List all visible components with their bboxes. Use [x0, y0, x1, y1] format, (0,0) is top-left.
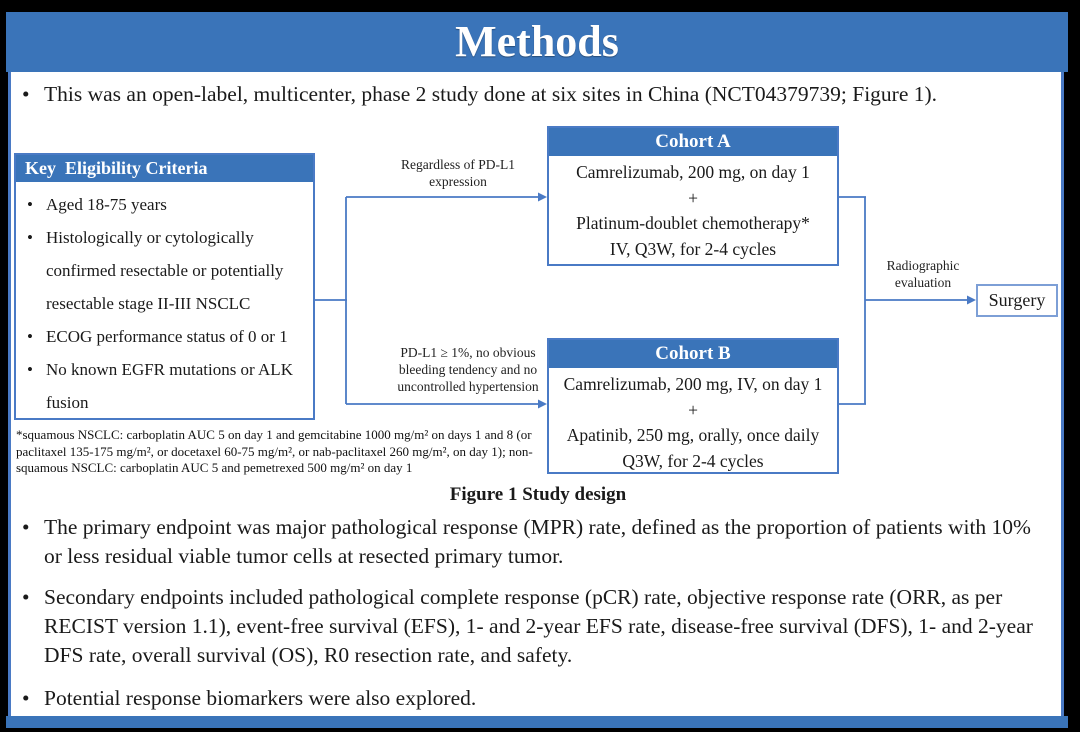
- cohort-b-line: +: [688, 399, 698, 420]
- primary-endpoint-bullet: • The primary endpoint was major pathological response (MPR) rate, defined as the proportion of patients with 10% or less residual viable tumor cells at resected primary tumor.: [20, 513, 1036, 571]
- page-title: Methods: [455, 17, 619, 66]
- cohort-a-body: [549, 156, 837, 262]
- cohort-a-line: +: [688, 187, 698, 208]
- eligibility-item: • No known EGFR mutations or ALK fusion: [24, 353, 309, 419]
- secondary-endpoints-bullet: • Secondary endpoints included pathological complete response (pCR) rate, objective response rate (ORR, as per RECIST version 1.1), event-free survival (EFS), 1- and 2-year EFS rate, disease-free survival (DFS), 1- and 2-year DFS rate, overall survival (OS), R0 resection rate, and safety.: [20, 583, 1036, 670]
- eligibility-item: • Aged 18-75 years: [24, 188, 309, 221]
- cohort-b-line: Camrelizumab, 200 mg, IV, on day 1: [563, 374, 823, 394]
- cohort-b-line: Apatinib, 250 mg, orally, once daily: [566, 425, 820, 445]
- eligibility-item: • Histologically or cytologically confirmed resectable or potentially resectable stage II-III NSCLC: [24, 221, 309, 320]
- cohort-a-box: [547, 126, 839, 266]
- eligibility-header: Key Eligibility Criteria: [16, 155, 313, 182]
- cohort-a-line: IV, Q3W, for 2-4 cycles: [609, 238, 777, 259]
- cohort-a-line: Platinum-doublet chemotherapy*: [576, 213, 810, 233]
- endpoints-bullet-list: [20, 513, 1036, 725]
- chemotherapy-footnote: *squamous NSCLC: carboplatin AUC 5 on day 1 and gemcitabine 1000 mg/m² on days 1 and 8 (or paclitaxel 135-175 mg/m², or docetaxel 60-75 mg/m², or nab-paclitaxel 260 mg/m², on day 1); non-squamous NSCLC: carboplatin AUC 5 and pemetrexed 500 mg/m² on day 1: [16, 427, 533, 475]
- slide-footer-bar: [6, 716, 1068, 728]
- cohort-a-header: Cohort A: [549, 128, 837, 156]
- cohort-b-box: [547, 338, 839, 474]
- biomarkers-bullet: • Potential response biomarkers were also explored.: [20, 684, 1036, 713]
- cohort-b-line: Q3W, for 2-4 cycles: [622, 450, 764, 471]
- branch-label-cohort-a: Regardless of PD-L1 expression: [401, 157, 515, 189]
- surgery-label: Surgery: [988, 290, 1046, 310]
- surgery-box: [976, 284, 1058, 317]
- eligibility-item: • ECOG performance status of 0 or 1: [24, 320, 309, 353]
- figure-caption: Figure 1 Study design: [449, 484, 627, 505]
- study-overview-bullet: • This was an open-label, multicenter, phase 2 study done at six sites in China (NCT04379739; Figure 1).: [20, 80, 1056, 109]
- slide-title-banner: [6, 12, 1068, 72]
- cohort-b-body: [549, 368, 837, 474]
- branch-label-cohort-b: PD-L1 ≥ 1%, no obvious bleeding tendency and no uncontrolled hypertension: [397, 345, 539, 394]
- cohort-b-header: Cohort B: [549, 340, 837, 368]
- eligibility-criteria-box: [14, 153, 315, 420]
- radiographic-evaluation-label: Radiographic evaluation: [886, 258, 960, 290]
- cohort-a-line: Camrelizumab, 200 mg, on day 1: [576, 162, 810, 182]
- eligibility-list: [16, 182, 313, 419]
